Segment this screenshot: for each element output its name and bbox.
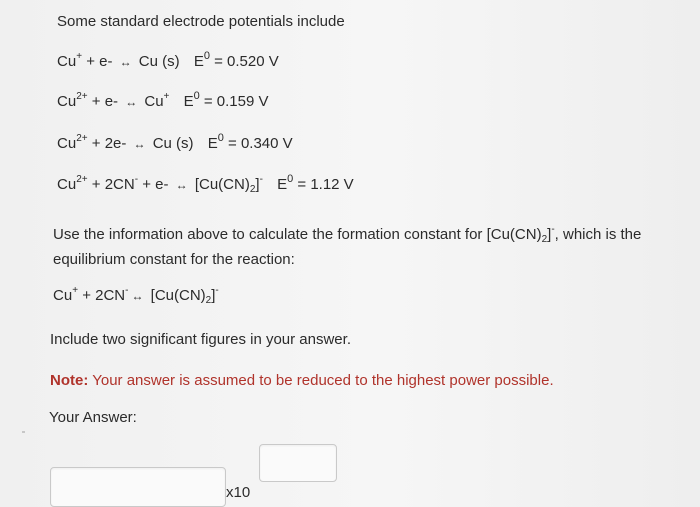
equation-2: $Cu^{2+} + e-$ ↔ Cu+ $E^0 = 0.159$ V — [57, 90, 269, 110]
double-arrow-icon: ↔ — [133, 137, 146, 151]
exponent-input[interactable] — [259, 444, 337, 482]
intro-text: Some standard electrode potentials include — [57, 13, 345, 30]
double-arrow-icon: ↔ — [131, 289, 144, 303]
divider-mark — [22, 431, 25, 433]
target-reaction: Cu+ + 2CN- ↔ $[Cu(CN)_2]^-$ — [53, 285, 219, 306]
mantissa-input[interactable] — [50, 467, 226, 507]
question-text: Use the information above to calculate the formation constant for $[Cu(CN)_2]^-$, which is the equilibrium constant for the reaction: — [53, 224, 642, 268]
equation-3: $Cu^{2+} + 2e-$ ↔ Cu (s) $E^0 = 0.340$ V — [57, 132, 293, 152]
standard-potential: $E^0 = 0.340$ V — [207, 132, 293, 152]
equation-4: $Cu^{2+} + 2CN^- + e-$ ↔ $[Cu(CN)_2]^-$ $E^0 = 1.12$ V — [57, 173, 354, 195]
note-text: Note: Your answer is assumed to be reduced to the highest power possible. — [50, 372, 554, 389]
double-arrow-icon: ↔ — [175, 178, 188, 192]
equation-1: Cu+ + e- ↔ Cu (s) $E^0 = 0.520$ V — [57, 50, 279, 70]
times-ten-label: x10 — [226, 484, 251, 501]
standard-potential: $E^0 = 1.12$ V — [277, 173, 354, 193]
double-arrow-icon: ↔ — [119, 55, 132, 69]
note-label: Note: — [50, 372, 89, 389]
standard-potential: $E^0 = 0.159$ V — [183, 90, 269, 110]
double-arrow-icon: ↔ — [125, 95, 138, 109]
sig-fig-instruction: Include two significant figures in your answer. — [50, 331, 351, 348]
your-answer-label: Your Answer: — [49, 409, 137, 426]
standard-potential: $E^0 = 0.520$ V — [193, 50, 279, 70]
